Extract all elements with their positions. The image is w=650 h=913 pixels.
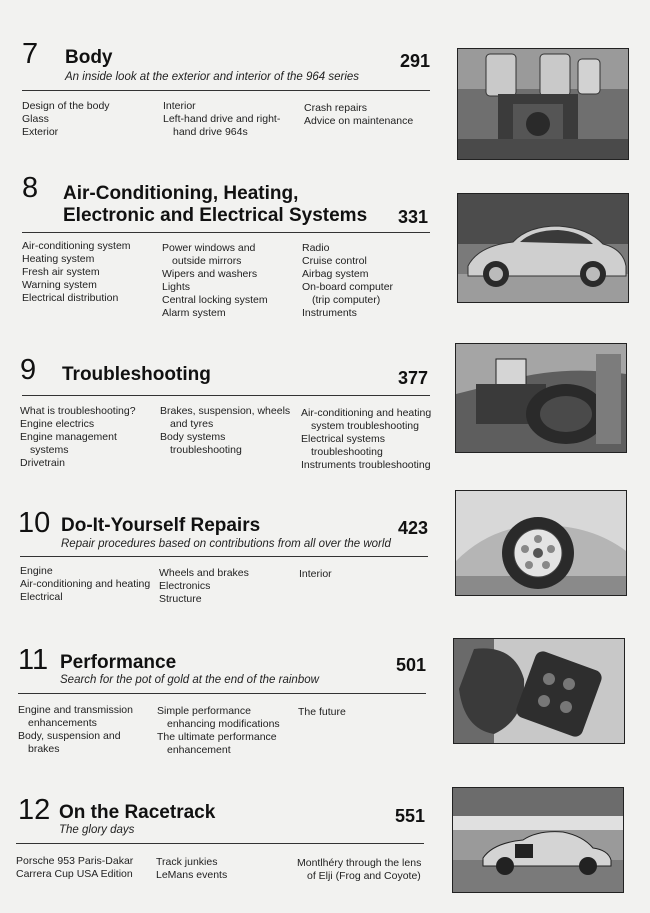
topic-item: Engine [20,565,53,577]
topic-column-3 [298,706,346,719]
topic-column-1 [18,704,133,756]
topic-item: Glass [22,113,49,125]
topic-column-2 [157,705,280,757]
topic-item: Left-hand drive and right- [163,113,281,125]
chapter-number: 12 [18,794,51,826]
topic-item: Wipers and washers [162,268,258,280]
topic-item: Electrical systems [301,433,386,445]
wheel-closeup-photo [455,490,627,596]
chapter-title: Body [65,47,113,68]
topic-item: system troubleshooting [311,420,419,432]
chapter-title: Performance [60,652,177,673]
chapter-page-number: 501 [396,655,427,675]
topic-column-1 [16,855,133,881]
topic-item: brakes [28,743,60,755]
topic-item: Electrical distribution [22,292,119,304]
topic-item: Cruise control [302,255,367,267]
chapter-title: Do-It-Yourself Repairs [61,515,261,536]
topic-item: of Elji (Frog and Coyote) [307,870,421,882]
topic-item: hand drive 964s [173,126,248,138]
chapter-title: Air-Conditioning, Heating, [63,183,299,204]
topic-item: Exterior [22,126,59,138]
topic-column-3 [299,568,332,581]
topic-column-3 [301,407,431,472]
topic-item: Drivetrain [20,457,65,469]
topic-item: Lights [162,281,191,293]
chapter-rule [22,395,430,396]
topic-item: outside mirrors [172,255,242,267]
chapter-rule [22,90,430,91]
topic-item: Crash repairs [304,102,368,114]
topic-column-1 [20,405,136,470]
chapter-rule [16,843,424,844]
topic-item: Engine electrics [20,418,95,430]
topic-item: The ultimate performance [157,731,277,743]
topic-item: Air-conditioning and heating [301,407,432,419]
chapter-subtitle: The glory days [59,824,135,836]
topic-column-2 [163,100,280,139]
topic-item: Carrera Cup USA Edition [16,868,133,880]
topic-item: Structure [159,593,202,605]
topic-column-3 [302,242,393,320]
topic-item: Wheels and brakes [159,567,249,579]
topic-item: The future [298,706,346,718]
chapter-number: 11 [18,644,49,676]
chapter-title: On the Racetrack [59,802,216,823]
topic-item: Alarm system [162,307,226,319]
topic-item: Design of the body [22,100,110,112]
chapter-rule [22,232,430,233]
chapter-title-line-2: Electronic and Electrical Systems [63,205,368,226]
racetrack-car-photo [452,787,624,893]
chapter-number: 9 [20,354,37,386]
topic-item: Radio [302,242,330,254]
topic-item: LeMans events [156,869,228,881]
intake-part-photo [453,638,625,744]
chapter-number: 8 [22,172,39,204]
chapter-page-number: 331 [398,207,429,227]
chapter-page-number: 551 [395,806,426,826]
chapter-number: 7 [22,38,39,70]
topic-item: enhancements [28,717,97,729]
topic-column-2 [159,567,249,606]
topic-column-2 [156,856,227,882]
engine-bay-photo [455,343,627,453]
topic-item: Interior [299,568,332,580]
topic-item: Airbag system [302,268,369,280]
topic-item: Engine management [20,431,117,443]
topic-item: Central locking system [162,294,268,306]
topic-item: Interior [163,100,196,112]
topic-column-1 [20,565,150,604]
chapter-number: 10 [18,507,51,539]
chapter-title: Troubleshooting [62,364,211,385]
topic-item: Air-conditioning and heating [20,578,151,590]
topic-item: Electrical [20,591,63,603]
topic-item: systems [30,444,69,456]
chapter-page-number: 377 [398,368,429,388]
chapter-subtitle: Repair procedures based on contributions from all over the world [61,538,391,550]
topic-column-1 [22,100,110,139]
topic-item: (trip computer) [312,294,381,306]
topic-item: troubleshooting [170,444,242,456]
pedal-box-photo [457,48,629,160]
topic-column-2 [160,405,290,457]
chapter-rule [18,693,426,694]
topic-item: Instruments troubleshooting [301,459,431,471]
topic-item: Advice on maintenance [304,115,414,127]
chapter-subtitle: An inside look at the exterior and interior of the 964 series [65,71,360,83]
topic-item: On-board computer [302,281,394,293]
topic-column-1 [22,240,131,305]
chapter-page-number: 291 [400,51,431,71]
topic-item: Air-conditioning system [22,240,131,252]
topic-item: Montlhéry through the lens [297,857,422,869]
topic-column-3 [297,857,421,883]
topic-item: Heating system [22,253,95,265]
topic-item: What is troubleshooting? [20,405,136,417]
topic-item: Brakes, suspension, wheels [160,405,291,417]
topic-item: Electronics [159,580,211,592]
topic-item: Body systems [160,431,226,443]
porsche-964-car-photo [457,193,629,303]
topic-item: enhancement [167,744,231,756]
topic-item: Power windows and [162,242,256,254]
topic-item: Body, suspension and [18,730,121,742]
topic-item: troubleshooting [311,446,383,458]
topic-item: Simple performance [157,705,251,717]
topic-column-3 [304,102,413,128]
topic-item: Warning system [22,279,97,291]
chapter-page-number: 423 [398,518,429,538]
topic-item: and tyres [170,418,214,430]
chapter-rule [20,556,428,557]
topic-item: Instruments [302,307,357,319]
topic-item: Engine and transmission [18,704,133,716]
topic-item: Track junkies [156,856,218,868]
topic-item: Fresh air system [22,266,100,278]
chapter-subtitle: Search for the pot of gold at the end of the rainbow [60,674,319,686]
topic-column-2 [162,242,268,320]
topic-item: enhancing modifications [167,718,280,730]
topic-item: Porsche 953 Paris-Dakar [16,855,134,867]
